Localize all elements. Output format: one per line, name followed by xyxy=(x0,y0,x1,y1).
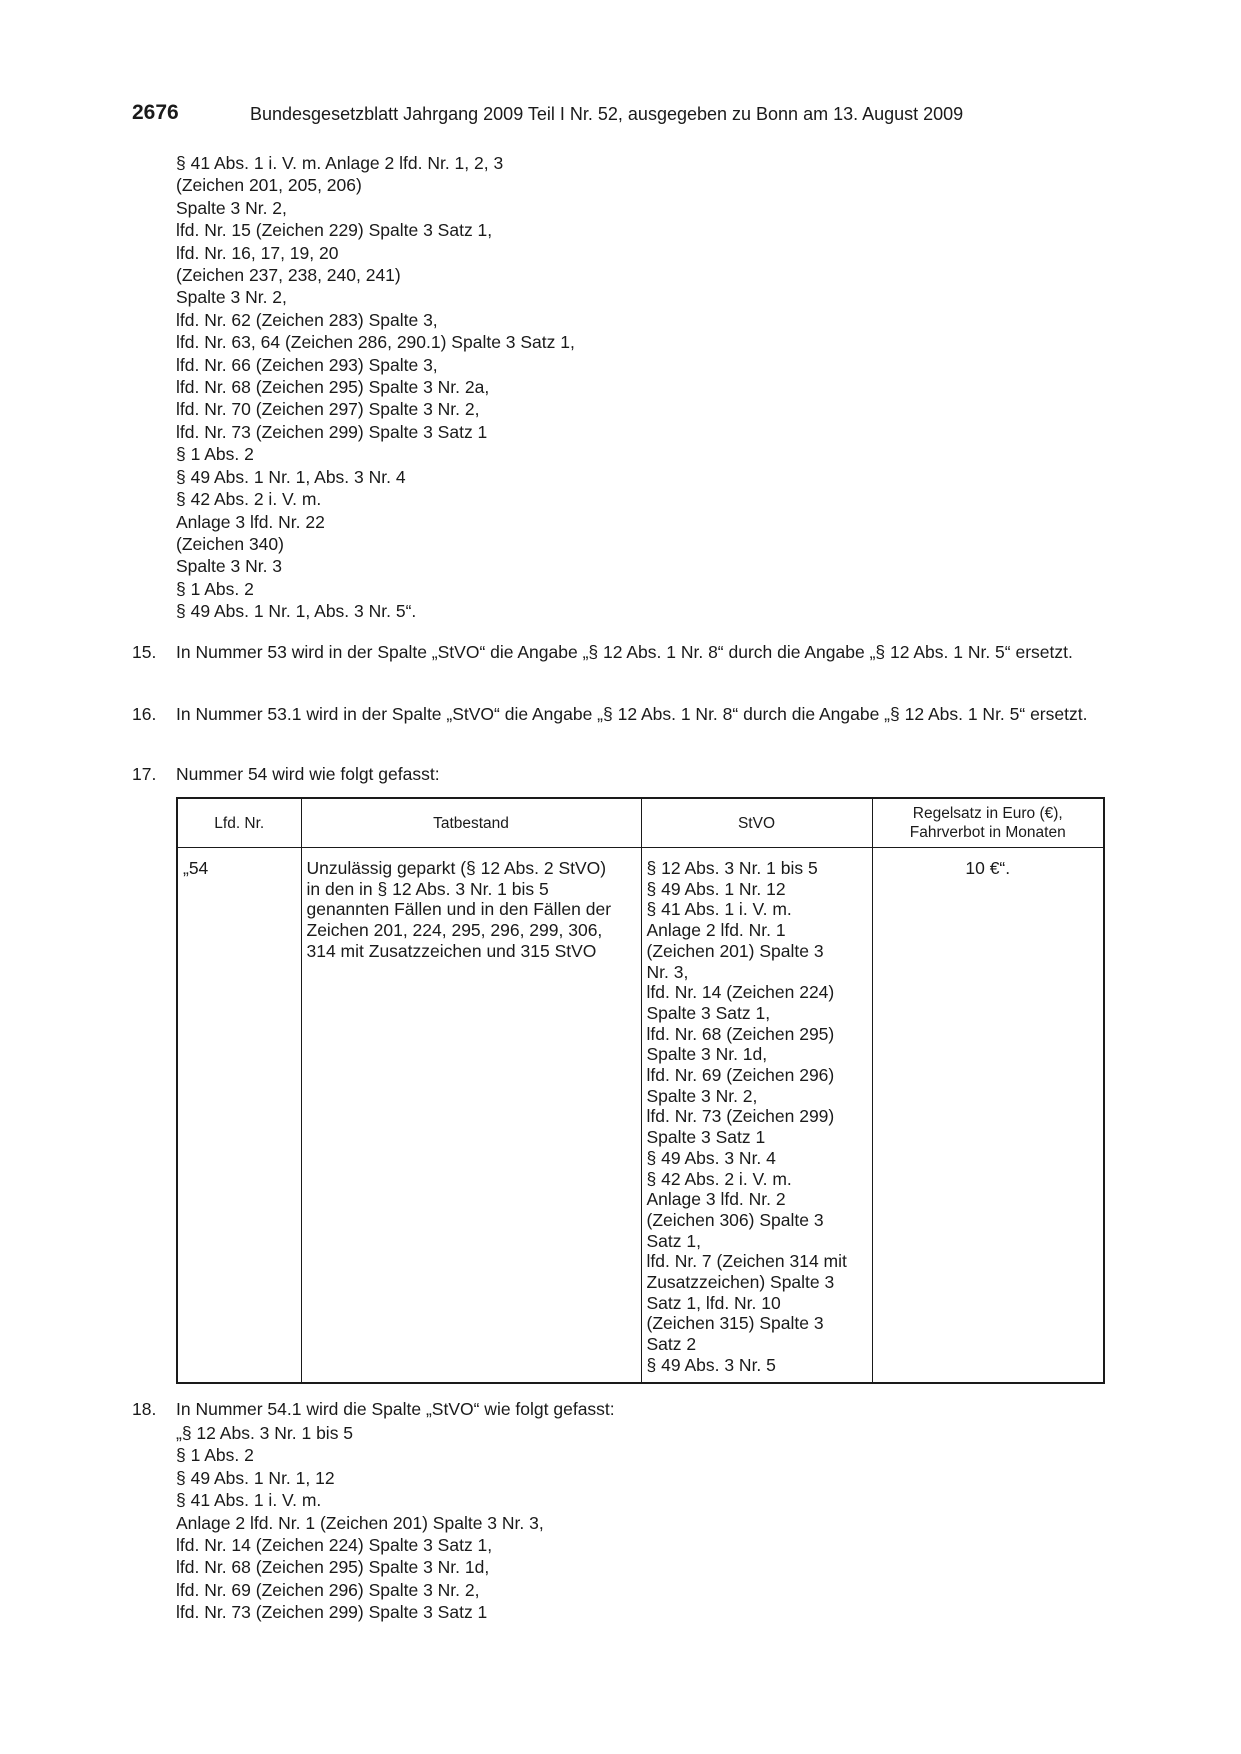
stvo-line: lfd. Nr. 69 (Zeichen 296) xyxy=(646,1065,835,1086)
stvo-line: Spalte 3 Nr. 2, xyxy=(646,1085,758,1106)
stvo-line: Satz 2 xyxy=(646,1334,697,1355)
stvo-line: Spalte 3 Satz 1, xyxy=(646,1002,771,1023)
text-line: (Zeichen 237, 238, 240, 241) xyxy=(176,265,401,286)
stvo-line: (Zeichen 306) Spalte 3 xyxy=(646,1209,824,1230)
stvo-line: lfd. Nr. 73 (Zeichen 299) xyxy=(646,1106,835,1127)
stvo-line: Satz 1, xyxy=(646,1230,701,1251)
stvo-line: lfd. Nr. 68 (Zeichen 295) xyxy=(646,1023,835,1044)
stvo-line: lfd. Nr. 14 (Zeichen 224) xyxy=(646,982,835,1003)
text-line: § 1 Abs. 2 xyxy=(176,1445,254,1466)
text-line: § 41 Abs. 1 i. V. m. xyxy=(176,1490,322,1511)
text-line: § 42 Abs. 2 i. V. m. xyxy=(176,489,322,510)
text-line: § 1 Abs. 2 xyxy=(176,578,254,599)
text-line: lfd. Nr. 66 (Zeichen 293) Spalte 3, xyxy=(176,354,438,375)
stvo-line: Spalte 3 Satz 1 xyxy=(646,1127,766,1148)
stvo-line: § 42 Abs. 2 i. V. m. xyxy=(646,1168,792,1189)
stvo-line: § 49 Abs. 3 Nr. 4 xyxy=(646,1147,776,1168)
item-text: Nummer 54 wird wie folgt gefasst: xyxy=(176,764,440,784)
cell-lfd-nr: „54 xyxy=(177,848,301,1383)
item-number: 17. xyxy=(132,764,157,784)
tatbestand-line: Unzulässig geparkt (§ 12 Abs. 2 StVO) xyxy=(306,858,607,878)
text-line: § 41 Abs. 1 i. V. m. Anlage 2 lfd. Nr. 1, 2, 3 xyxy=(176,153,504,173)
text-line: lfd. Nr. 68 (Zeichen 295) Spalte 3 Nr. 1d, xyxy=(176,1557,490,1578)
list-item-16 xyxy=(132,703,1112,725)
list-item-17 xyxy=(132,763,1112,785)
item-number: 18. xyxy=(132,1399,157,1419)
text-line: (Zeichen 201, 205, 206) xyxy=(176,175,362,196)
header-regelsatz-line1: Regelsatz in Euro (€), xyxy=(912,805,1063,822)
stvo-line: § 49 Abs. 1 Nr. 12 xyxy=(646,878,786,899)
text-line: lfd. Nr. 14 (Zeichen 224) Spalte 3 Satz 1, xyxy=(176,1535,493,1556)
text-line: „§ 12 Abs. 3 Nr. 1 bis 5 xyxy=(176,1423,354,1443)
header-stvo: StVO xyxy=(641,798,872,848)
text-line: (Zeichen 340) xyxy=(176,533,284,554)
table-row xyxy=(177,848,1104,1383)
header-title: Bundesgesetzblatt Jahrgang 2009 Teil I Nr. 52, ausgegeben zu Bonn am 13. August 2009 xyxy=(250,104,964,124)
text-line: lfd. Nr. 73 (Zeichen 299) Spalte 3 Satz 1 xyxy=(176,421,488,442)
list-item-18 xyxy=(132,1398,1112,1420)
text-line: lfd. Nr. 69 (Zeichen 296) Spalte 3 Nr. 2, xyxy=(176,1579,480,1600)
text-line: Anlage 2 lfd. Nr. 1 (Zeichen 201) Spalte 3 Nr. 3, xyxy=(176,1512,544,1533)
item-number: 15. xyxy=(132,642,157,662)
text-line: Anlage 3 lfd. Nr. 22 xyxy=(176,511,325,532)
stvo-line: § 41 Abs. 1 i. V. m. xyxy=(646,899,792,920)
cell-regelsatz: 10 €“. xyxy=(872,848,1104,1383)
page-number: 2676 xyxy=(132,101,179,124)
penalty-table xyxy=(176,797,1105,1384)
header-regelsatz xyxy=(872,798,1104,848)
item-text: In Nummer 53.1 wird in der Spalte „StVO“ die Angabe „§ 12 Abs. 1 Nr. 8“ durch die Angabe „§ 12 Abs. 1 Nr. 5“ ersetzt. xyxy=(176,704,1088,724)
intro-text-block xyxy=(176,152,575,623)
header-lfd-nr: Lfd. Nr. xyxy=(177,798,301,848)
penalty-table-wrapper xyxy=(176,797,1105,1384)
text-line: lfd. Nr. 68 (Zeichen 295) Spalte 3 Nr. 2a, xyxy=(176,377,490,398)
text-line: lfd. Nr. 63, 64 (Zeichen 286, 290.1) Spalte 3 Satz 1, xyxy=(176,332,575,353)
stvo-line: (Zeichen 315) Spalte 3 xyxy=(646,1313,824,1334)
item-text: In Nummer 54.1 wird die Spalte „StVO“ wie folgt gefasst: xyxy=(176,1399,615,1419)
item-text: In Nummer 53 wird in der Spalte „StVO“ die Angabe „§ 12 Abs. 1 Nr. 8“ durch die Angabe „§ 12 Abs. 1 Nr. 5“ ersetzt. xyxy=(176,642,1073,662)
text-line: § 49 Abs. 1 Nr. 1, Abs. 3 Nr. 5“. xyxy=(176,601,417,622)
item-number: 16. xyxy=(132,704,157,724)
cell-stvo xyxy=(641,848,872,1383)
stvo-line: Spalte 3 Nr. 1d, xyxy=(646,1044,768,1065)
stvo-line: Satz 1, lfd. Nr. 10 xyxy=(646,1292,781,1313)
stvo-line: § 12 Abs. 3 Nr. 1 bis 5 xyxy=(646,858,818,878)
header-regelsatz-line2: Fahrverbot in Monaten xyxy=(909,824,1066,841)
stvo-line: Anlage 2 lfd. Nr. 1 xyxy=(646,920,786,941)
text-line: § 49 Abs. 1 Nr. 1, 12 xyxy=(176,1467,335,1488)
text-line: lfd. Nr. 62 (Zeichen 283) Spalte 3, xyxy=(176,309,438,330)
text-line: lfd. Nr. 15 (Zeichen 229) Spalte 3 Satz 1, xyxy=(176,220,493,241)
stvo-line: Anlage 3 lfd. Nr. 2 xyxy=(646,1189,786,1210)
list-item-15 xyxy=(132,641,1112,663)
tatbestand-line: genannten Fällen und in den Fällen der xyxy=(306,899,612,920)
tatbestand-line: Zeichen 201, 224, 295, 296, 299, 306, xyxy=(306,920,603,941)
table-header-row xyxy=(177,798,1104,848)
stvo-line: (Zeichen 201) Spalte 3 xyxy=(646,940,824,961)
cell-tatbestand xyxy=(301,848,641,1383)
text-line: lfd. Nr. 70 (Zeichen 297) Spalte 3 Nr. 2, xyxy=(176,399,480,420)
stvo-line: Nr. 3, xyxy=(646,961,689,982)
text-line: lfd. Nr. 73 (Zeichen 299) Spalte 3 Satz 1 xyxy=(176,1602,488,1623)
stvo-line: lfd. Nr. 7 (Zeichen 314 mit xyxy=(646,1251,847,1272)
tatbestand-line: in den in § 12 Abs. 3 Nr. 1 bis 5 xyxy=(306,878,549,899)
text-line: § 1 Abs. 2 xyxy=(176,444,254,465)
tatbestand-line: 314 mit Zusatzzeichen und 315 StVO xyxy=(306,940,597,961)
text-line: § 49 Abs. 1 Nr. 1, Abs. 3 Nr. 4 xyxy=(176,466,406,487)
stvo-line: § 49 Abs. 3 Nr. 5 xyxy=(646,1354,776,1375)
text-line: Spalte 3 Nr. 2, xyxy=(176,197,287,218)
item-18-text-block xyxy=(176,1422,544,1624)
text-line: Spalte 3 Nr. 3 xyxy=(176,556,283,577)
header-tatbestand: Tatbestand xyxy=(301,798,641,848)
stvo-line: Zusatzzeichen) Spalte 3 xyxy=(646,1272,835,1293)
text-line: Spalte 3 Nr. 2, xyxy=(176,287,287,308)
text-line: lfd. Nr. 16, 17, 19, 20 xyxy=(176,242,339,263)
